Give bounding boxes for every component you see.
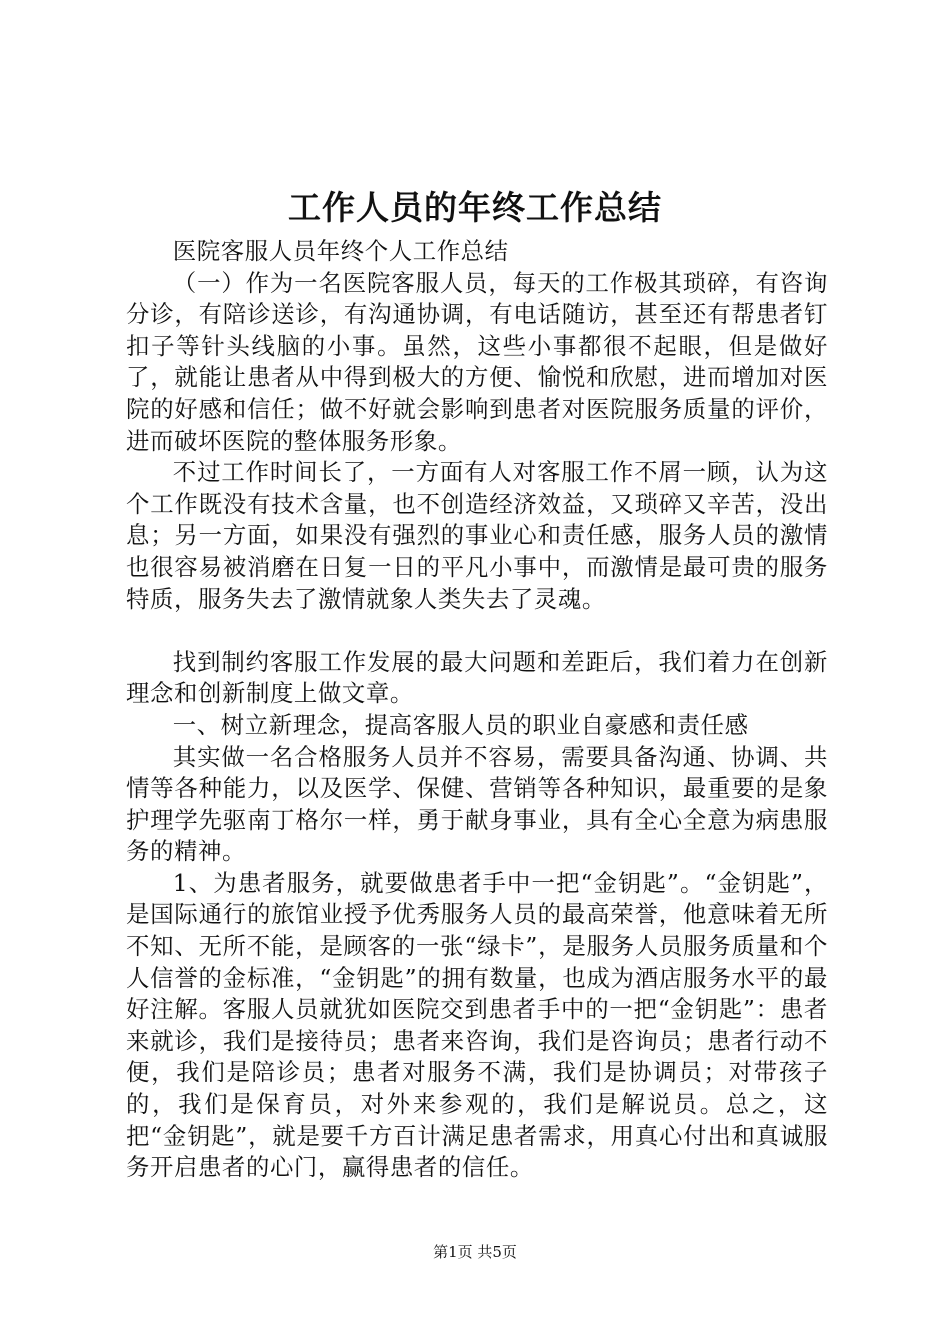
paragraph-2: 不过工作时间长了，一方面有人对客服工作不屑一顾，认为这个工作既没有技术含量，也不创造经济效益，又琐碎又辛苦，没出息；另一方面，如果没有强烈的事业心和责任感，服务人员的激情也很容易被消磨在日复一日的平凡小事中，而激情是最可贵的服务特质，服务失去了激情就象人类失去了灵魂。 [126, 458, 828, 613]
paragraph-subtitle: 医院客服人员年终个人工作总结 [172, 237, 509, 265]
paragraph-3: 找到制约客服工作发展的最大问题和差距后，我们着力在创新理念和创新制度上做文章。 [126, 647, 828, 708]
document-body [126, 236, 828, 1184]
paragraph-5: 1、为患者服务，就要做患者手中一把“金钥匙”。“金钥匙”，是国际通行的旅馆业授予优秀服务人员的最高荣誉，他意味着无所不知、无所不能，是顾客的一张“绿卡”，是服务人员服务质量和个人信誉的金标准，“金钥匙”的拥有数量，也成为酒店服务水平的最好注解。客服人员就犹如医院交到患者手中的一把“金钥匙”：患者来就诊，我们是接待员；患者来咨询，我们是咨询员；患者行动不便，我们是陪诊员；患者对服务不满，我们是协调员；对带孩子的，我们是保育员，对外来参观的，我们是解说员。总之，这把“金钥匙”，就是要千方百计满足患者需求，用真心付出和真诚服务开启患者的心门，赢得患者的信任。 [126, 868, 828, 1182]
paragraph-1: （一）作为一名医院客服人员，每天的工作极其琐碎，有咨询分诊，有陪诊送诊，有沟通协调，有电话随访，甚至还有帮患者钉扣子等针头线脑的小事。虽然，这些小事都很不起眼，但是做好了，就能让患者从中得到极大的方便、愉悦和欣慰，进而增加对医院的好感和信任；做不好就会影响到患者对医院服务质量的评价，进而破坏医院的整体服务形象。 [126, 268, 828, 455]
document-title: 工作人员的年终工作总结 [288, 188, 662, 227]
paragraph-4: 其实做一名合格服务人员并不容易，需要具备沟通、协调、共情等各种能力，以及医学、保健、营销等各种知识，最重要的是象护理学先驱南丁格尔一样，勇于献身事业，具有全心全意为病患服务的精神。 [126, 742, 828, 866]
page-footer: 第1页 共5页 [433, 1243, 517, 1261]
section-heading-1: 一、树立新理念，提高客服人员的职业自豪感和责任感 [172, 710, 749, 739]
paragraph-spacer [126, 615, 828, 647]
